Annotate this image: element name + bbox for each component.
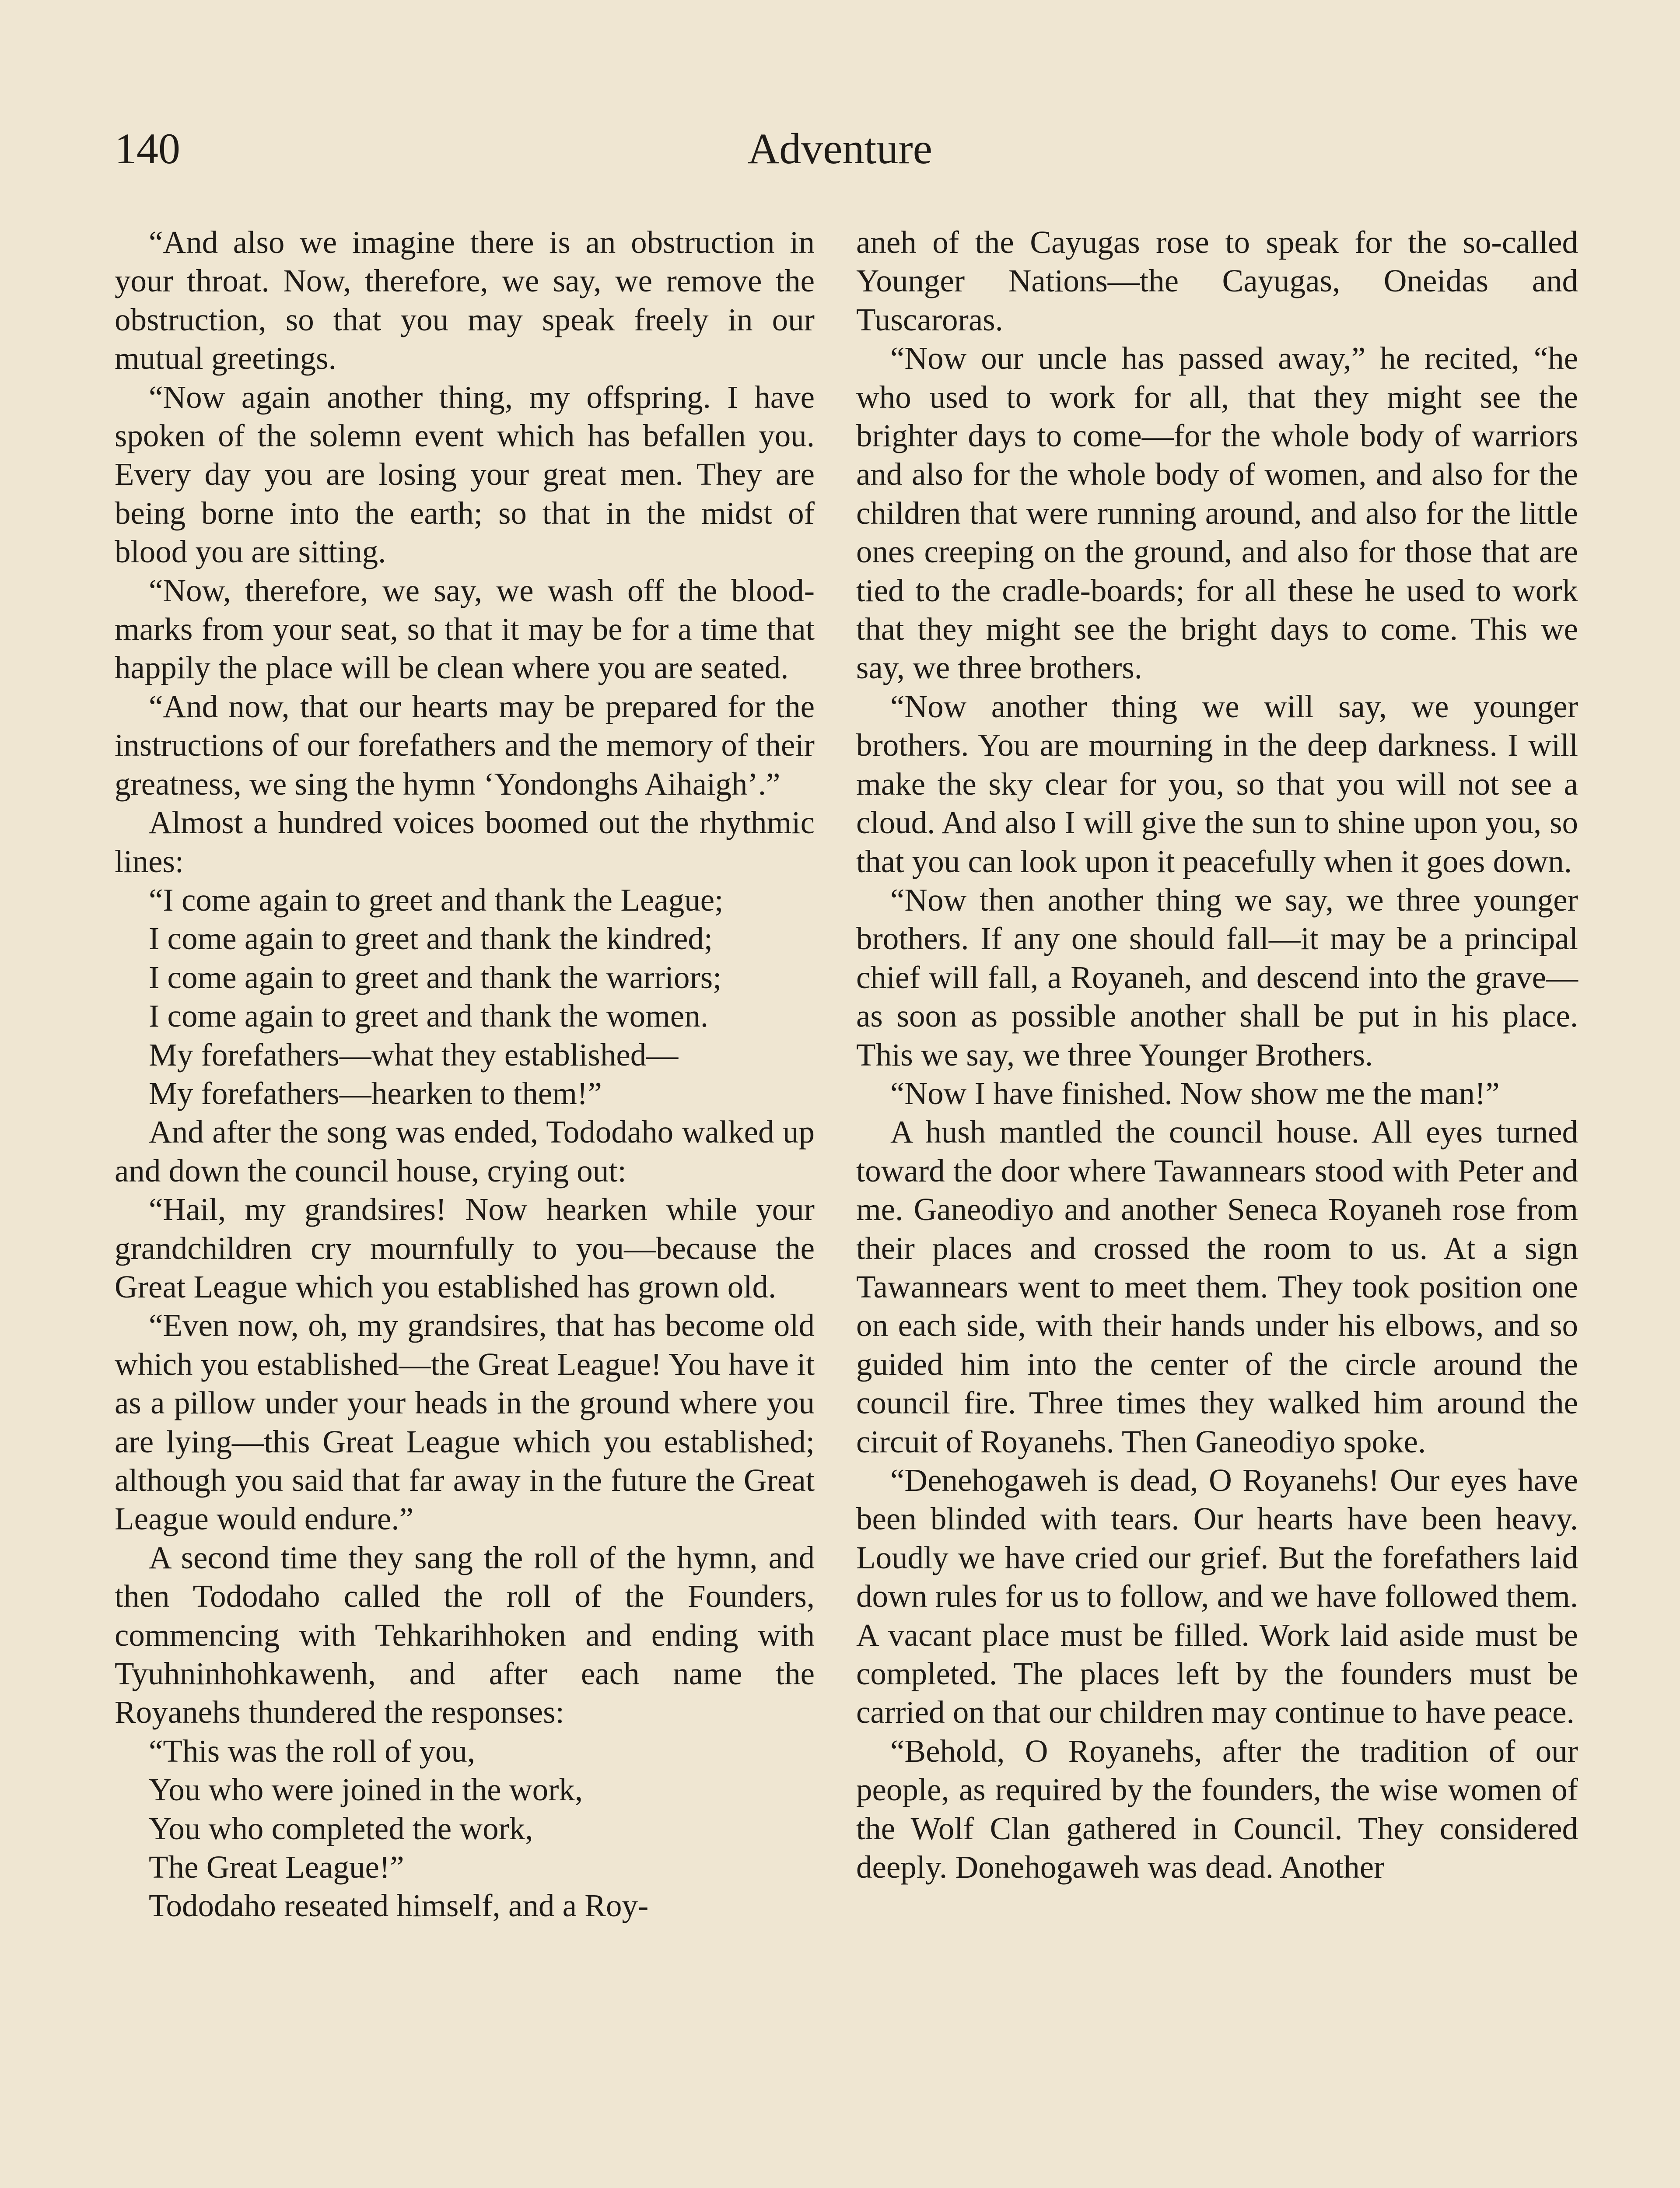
- roll-line: The Great League!”: [149, 1849, 404, 1885]
- paragraph: “Hail, my grandsires! Now hearken while your grandchildren cry mournfully to you—because the Great League which you established has grown old.: [115, 1192, 815, 1304]
- paragraph: Almost a hundred voices boomed out the rhythmic lines:: [115, 805, 815, 879]
- paragraph: “Now then another thing we say, we three younger brothers. If any one should fall—it may be a principal chief will fall, a Royaneh, and descend into the grave—as soon as possible another shall be put in his place. This we say, we three Younger Brothers.: [856, 882, 1578, 1073]
- roll-line: You who were joined in the work,: [149, 1772, 583, 1808]
- running-head: Adventure: [747, 124, 933, 173]
- paragraph: A second time they sang the roll of the hymn, and then Tododaho called the roll of the Founders, commencing with Tehkarihhoken and ending with Tyuhninhohkawenh, and after each name the Royanehs thundered the responses:: [115, 1539, 815, 1730]
- roll-line: You who completed the work,: [149, 1810, 533, 1846]
- hymn-line: I come again to greet and thank the kindred;: [149, 921, 713, 957]
- paragraph: “Now again another thing, my offspring. I have spoken of the solemn event which has befallen you. Every day you are losing your great men. They are being borne into the earth; so that in the midst of blood you are sitting.: [115, 379, 815, 570]
- hymn-line: “I come again to greet and thank the League;: [149, 882, 724, 918]
- paragraph: “Now another thing we will say, we younger brothers. You are mourning in the deep darkness. I will make the sky clear for you, so that you will not see a cloud. And also I will give the sun to shine upon you, so that you can look upon it peacefully when it goes down.: [856, 688, 1578, 879]
- hymn-line: My forefathers—hearken to them!”: [149, 1075, 602, 1111]
- paragraph: “Now, therefore, we say, we wash off the blood-marks from your seat, so that it may be for a time that happily the place will be clean where you are seated.: [115, 572, 815, 686]
- paragraph: And after the song was ended, Tododaho walked up and down the council house, crying out:: [115, 1114, 815, 1189]
- paragraph: “Denehogaweh is dead, O Royanehs! Our eyes have been blinded with tears. Our hearts have been heavy. Loudly we have cried our grief. But the forefathers laid down rules for us to follow, and we have followed them. A vacant place must be filled. Work laid aside must be completed. The places left by the founders must be carried on that our children may continue to have peace.: [856, 1462, 1578, 1730]
- paragraph: “Even now, oh, my grandsires, that has become old which you established—the Great League! You have it as a pillow under your heads in the ground where you are lying—this Great League which you established; although you said that far away in the future the Great League would endure.”: [115, 1308, 815, 1537]
- left-column: [115, 223, 815, 1925]
- roll-line: “This was the roll of you,: [149, 1733, 476, 1769]
- paragraph: “And also we imagine there is an obstruction in your throat. Now, therefore, we say, we remove the obstruction, so that you may speak freely in our mutual greetings.: [115, 224, 815, 376]
- paragraph: “Behold, O Royanehs, after the tradition of our people, as required by the founders, the wise women of the Wolf Clan gathered in Council. They considered deeply. Donehogaweh was dead. Another: [856, 1733, 1578, 1885]
- hymn-line: My forefathers—what they established—: [149, 1037, 679, 1073]
- paragraph: A hush mantled the council house. All eyes turned toward the door where Tawannears stood with Peter and me. Ganeodiyo and another Seneca Royaneh rose from their places and crossed the room to us. At a sign Tawannears went to meet them. They took position one on each side, with their hands under his elbows, and so guided him into the center of the circle around the council fire. Three times they walked him around the circuit of Royanehs. Then Ganeodiyo spoke.: [856, 1114, 1578, 1459]
- hymn-line: I come again to greet and thank the women.: [149, 998, 709, 1034]
- paragraph: Tododaho reseated himself, and a Roy-: [149, 1888, 649, 1924]
- paragraph: “And now, that our hearts may be prepared for the instructions of our forefathers and the memory of their greatness, we sing the hymn ‘Yondonghs Aihaigh’.”: [115, 688, 815, 802]
- paragraph: aneh of the Cayugas rose to speak for the so-called Younger Nations—the Cayugas, Oneidas and Tuscaroras.: [856, 224, 1578, 337]
- hymn-line: I come again to greet and thank the warriors;: [149, 959, 722, 995]
- paragraph: “Now our uncle has passed away,” he recited, “he who used to work for all, that they might see the brighter days to come—for the whole body of warriors and also for the whole body of women, and also for the children that were running around, and also for the little ones creeping on the ground, and also for those that are tied to the cradle-boards; for all these he used to work that they might see the bright days to come. This we say, we three brothers.: [856, 340, 1578, 686]
- paragraph: “Now I have finished. Now show me the man!”: [890, 1075, 1500, 1111]
- right-column: [856, 223, 1578, 1886]
- page-number: 140: [115, 124, 180, 173]
